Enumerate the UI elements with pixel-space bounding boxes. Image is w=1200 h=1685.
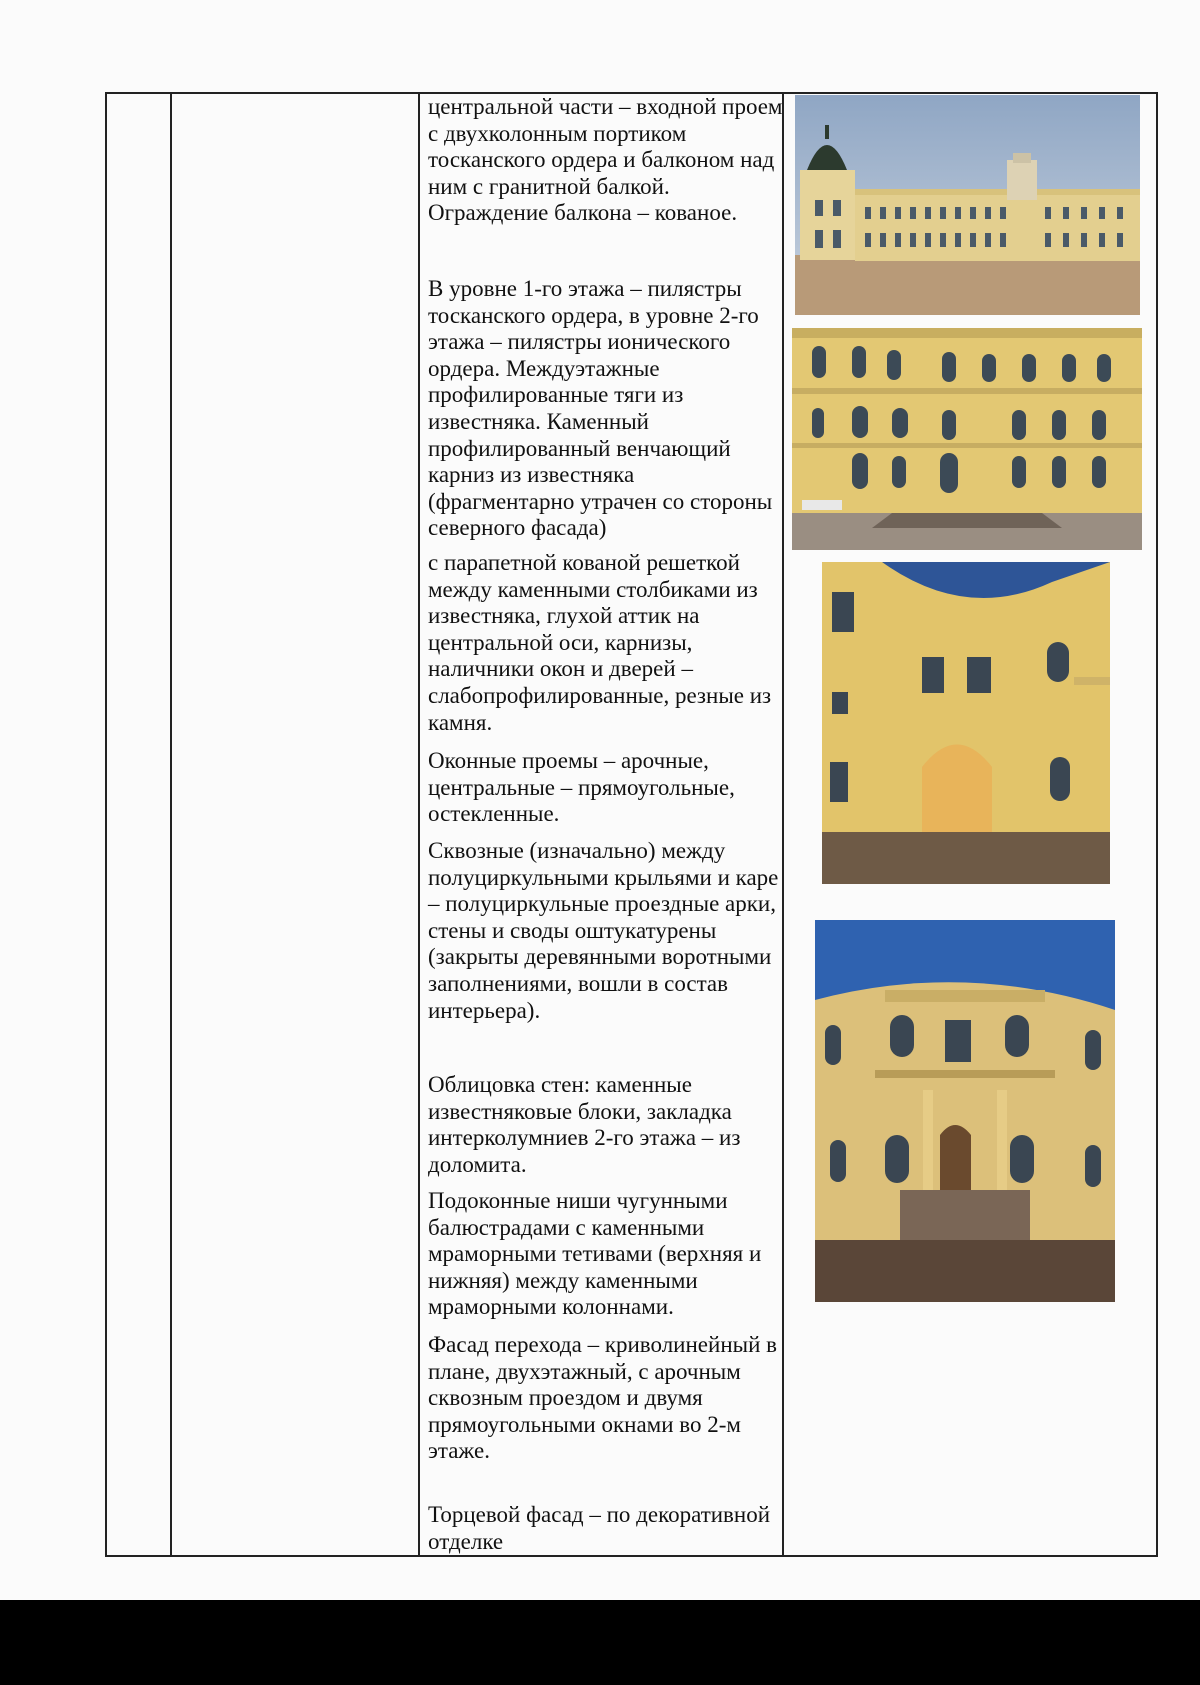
paragraph-end-facade: Торцевой фасад – по декоративной отделке	[428, 1502, 771, 1554]
table-border-bottom	[105, 1555, 1158, 1557]
table-border-right	[1156, 92, 1158, 1557]
palace-panorama-photo	[795, 95, 1140, 315]
table-column-divider-2	[418, 92, 420, 1557]
portico-facade-photo	[815, 920, 1115, 1302]
table-column-divider-1	[170, 92, 172, 1557]
arched-passage-photo	[822, 562, 1110, 884]
paragraph-balustrades: Подоконные ниши чугунными балюстрадами с каменными мраморными тетивами (верхняя и нижняя) между каменными мраморными колоннами.	[428, 1188, 762, 1320]
paragraph-windows: Оконные проемы – арочные, центральные – прямоугольные, остекленные.	[428, 748, 735, 827]
paragraph-arches: Сквозные (изначально) между полуциркульными крыльями и каре – полуциркульные проездные арки, стены и своды оштукатурены (закрыты деревянными воротными заполнениями, вошли в состав интерьера).	[428, 838, 779, 1023]
paragraph-parapet: с парапетной кованой решеткой между каменными столбиками из известняка, глухой аттик на центральной оси, карнизы, наличники окон и дверей – слабопрофилированные, резные из камня.	[428, 550, 772, 735]
paragraph-pilasters: В уровне 1-го этажа – пилястры тосканского ордера, в уровне 2-го этажа – пилястры ионического ордера. Междуэтажные профилированные тяги из известняка. Каменный профилированный венчающий карниз из известняка (фрагментарно утрачен со стороны северного фасада)	[428, 276, 773, 541]
paragraph-portico: центральной части – входной проем с двухколонным портиком тосканского ордера и балконом над ним с гранитной балкой. Ограждение балкона – кованое.	[428, 94, 783, 226]
paragraph-cladding: Облицовка стен: каменные известняковые блоки, закладка интерколумниев 2-го этажа – из доломита.	[428, 1072, 741, 1177]
paragraph-transition-facade: Фасад перехода – криволинейный в плане, двухэтажный, с арочным сквозным проездом и двумя прямоугольными окнами во 2-м этаже.	[428, 1332, 777, 1464]
table-border-left	[105, 92, 107, 1557]
courtyard-facade-photo	[792, 328, 1142, 550]
scan-bottom-edge	[0, 1600, 1200, 1685]
